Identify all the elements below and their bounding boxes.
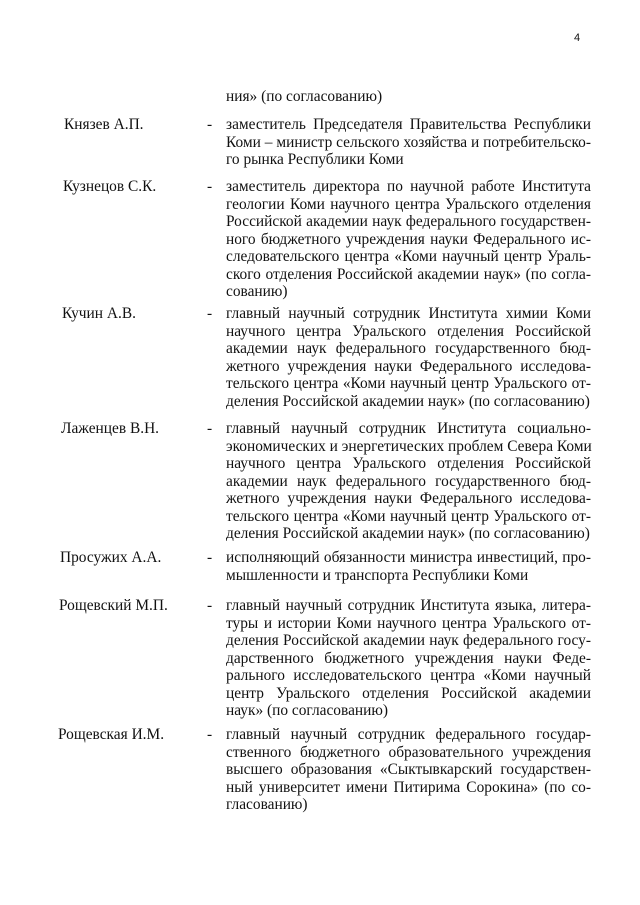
- position-line: центр Уральского отделения Российской академии: [226, 684, 591, 702]
- position-line: главный научный сотрудник Института социально-: [226, 420, 591, 437]
- position-line: следовательского центра «Коми научный центр Ураль-: [226, 248, 591, 265]
- member-position: [226, 116, 591, 169]
- position-line: мышленности и транспорта Республики Коми: [226, 566, 529, 584]
- separator-dash: -: [207, 597, 213, 614]
- position-line: дарственного бюджетного учреждения науки Феде-: [226, 649, 591, 667]
- member-name: Просужих А.А.: [60, 549, 162, 566]
- position-line: научного центра Уральского отделения Российской: [226, 322, 591, 340]
- position-line: Коми – министр сельского хозяйства и потребительско-: [226, 133, 591, 151]
- member-position: [226, 597, 591, 720]
- member-position: [226, 178, 591, 301]
- separator-dash: -: [207, 420, 213, 437]
- member-position: [226, 549, 591, 584]
- member-name: Лаженцев В.Н.: [61, 420, 160, 437]
- member-position: [226, 726, 591, 814]
- position-line: научного центра Уральского отделения Российской: [226, 455, 591, 472]
- member-name: Князев А.П.: [64, 116, 144, 133]
- position-line: заместитель Председателя Правительства Республики: [226, 116, 591, 133]
- position-line: главный научный сотрудник Института языка, литера-: [226, 597, 591, 614]
- position-line: ный университет имени Питирима Сорокина» (по со-: [226, 778, 591, 796]
- separator-dash: -: [207, 549, 213, 566]
- position-line: высшего образования «Сыктывкарский государствен-: [226, 761, 591, 778]
- position-line: главный научный сотрудник федерального государ-: [226, 726, 591, 743]
- position-line: экономических и энергетических проблем Севера Коми: [226, 437, 592, 455]
- position-line: рального исследовательского центра «Коми научный: [226, 667, 591, 684]
- member-name: Кузнецов С.К.: [63, 178, 157, 195]
- separator-dash: -: [207, 116, 213, 133]
- position-line: тельского центра «Коми научный центр Уральского от-: [226, 375, 591, 392]
- position-line: Российской академии наук федерального государствен-: [226, 213, 591, 230]
- position-line: тельского центра «Коми научный центр Уральского от-: [226, 507, 591, 525]
- position-line: жетного учреждения науки Федерального исследова-: [226, 357, 591, 375]
- position-line: жетного учреждения науки Федерального исследова-: [226, 490, 591, 507]
- member-name: Рощевский М.П.: [59, 597, 168, 614]
- position-line: ского отделения Российской академии наук» (по согла-: [226, 265, 591, 283]
- position-line: академии наук федерального государственного бюд-: [226, 340, 591, 357]
- member-name: Кучин А.В.: [62, 305, 136, 322]
- separator-dash: -: [207, 726, 213, 743]
- continuation-text: ния» (по согласованию): [226, 88, 383, 105]
- position-line: ственного бюджетного образовательного учреждения: [226, 743, 591, 761]
- member-name: Рощевская И.М.: [58, 726, 165, 743]
- position-line: академии наук федерального государственного бюд-: [226, 472, 591, 490]
- page-number: 4: [574, 32, 581, 44]
- member-position: [226, 305, 591, 410]
- position-line: сованию): [226, 283, 288, 300]
- position-line: деления Российской академии наук» (по согласованию): [226, 392, 590, 410]
- position-line: ного бюджетного учреждения науки Федерального ис-: [226, 230, 591, 248]
- separator-dash: -: [207, 305, 213, 322]
- member-position: [226, 420, 591, 543]
- position-line: исполняющий обязанности министра инвестиций, про-: [226, 549, 591, 566]
- position-line: деления Российской академии наук» (по согласованию): [226, 525, 590, 542]
- position-line: гласованию): [226, 796, 308, 813]
- position-line: го рынка Республики Коми: [226, 151, 404, 168]
- position-line: деления Российской академии наук федерального госу-: [226, 632, 591, 649]
- position-line: наук» (по согласованию): [226, 702, 388, 719]
- position-line: заместитель директора по научной работе Института: [226, 178, 591, 195]
- separator-dash: -: [207, 178, 213, 195]
- position-line: главный научный сотрудник Института химии Коми: [226, 305, 591, 322]
- position-line: геологии Коми научного центра Уральского отделения: [226, 195, 591, 213]
- position-line: туры и истории Коми научного центра Уральского от-: [226, 614, 591, 632]
